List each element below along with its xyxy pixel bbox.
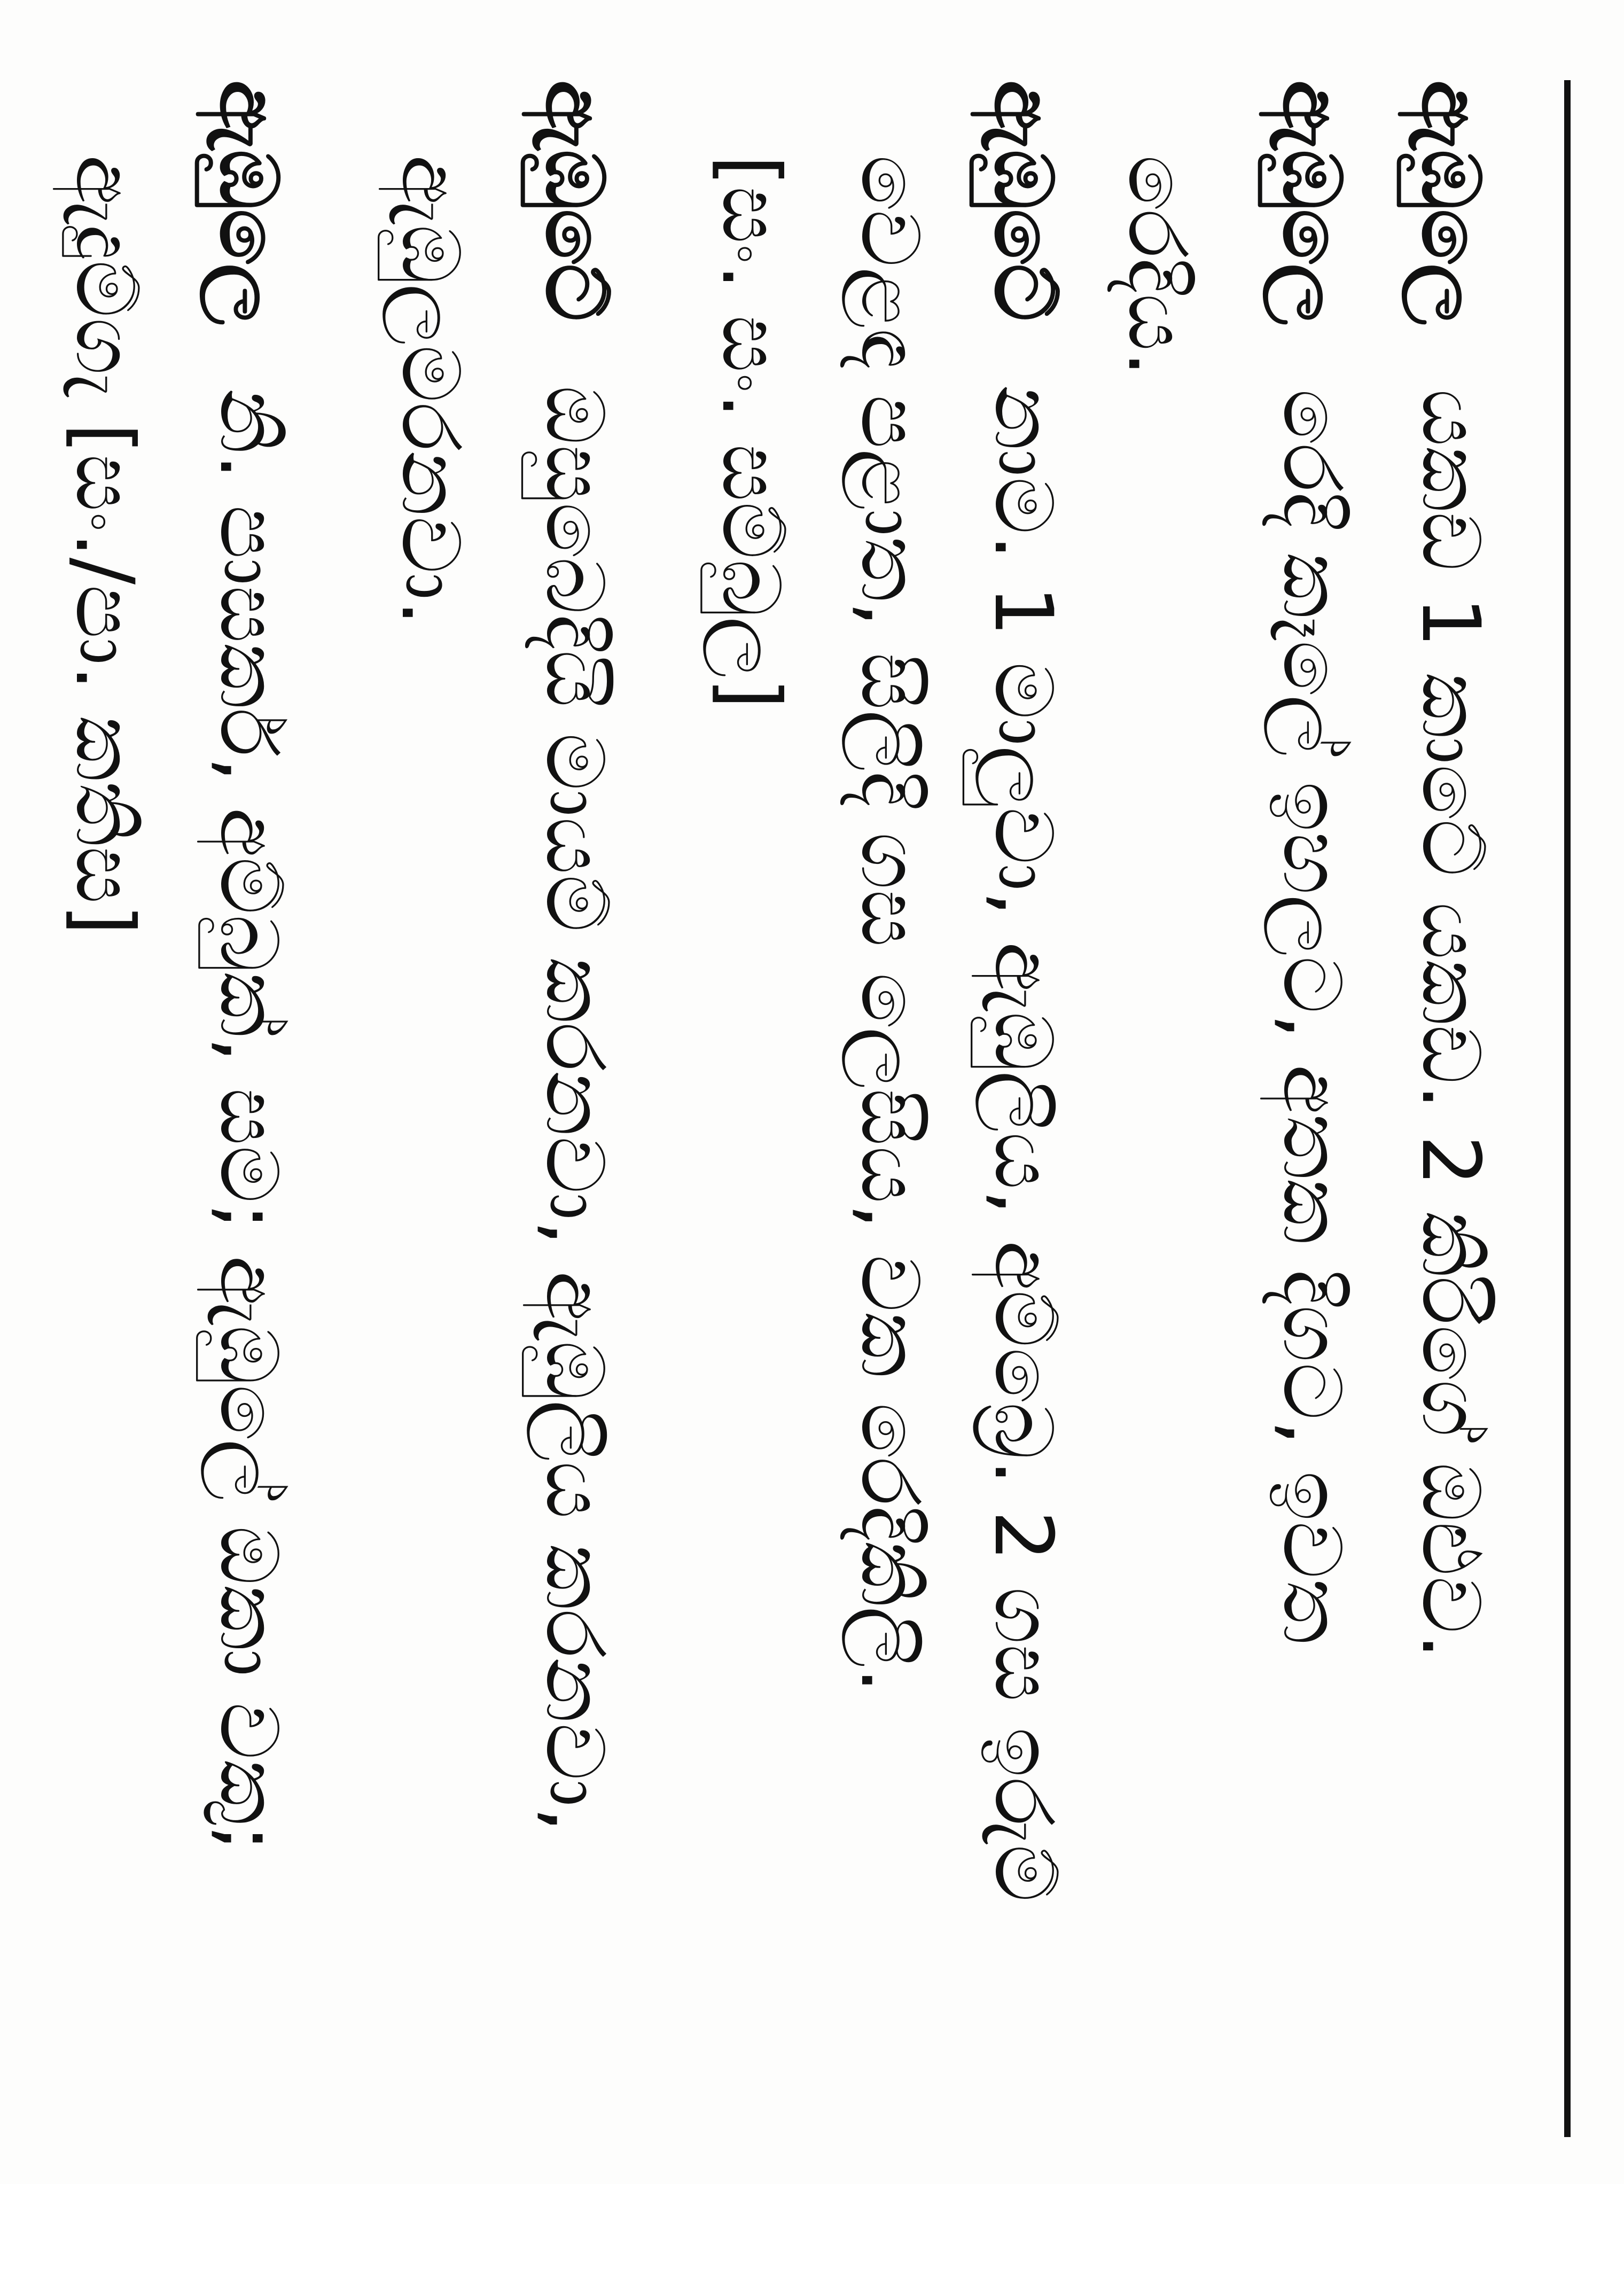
entry-2-gloss: රෙදි කෑලේ ඉහලට, අතක දිගට, ඉවත — [1265, 388, 1358, 1644]
entry-5-headword: ඇඹුලෙ — [202, 80, 295, 325]
entry-3-gloss: නාම. 1 මාලුවා, ඇඹුලිය, අම්බ්‍රෙ. 2 ගස ඉරුම් — [977, 385, 1069, 1903]
entry-2-continuation — [1110, 155, 1203, 2292]
entry-4-gloss: ඔසුබෙදියි මායම් කරනවා, ඇඹුලිය කරනවා, — [528, 385, 621, 1833]
entry-3-ref: [සං. සං. සම්බුල] — [704, 155, 797, 710]
entry-5-line — [202, 80, 295, 2217]
entry-3-reference — [704, 155, 797, 2292]
entry-1-line — [1404, 80, 1497, 2217]
column-divider-rule — [1564, 80, 1571, 2137]
entry-5-reference — [58, 155, 151, 2292]
entry-2-headword: ඇඹුලෙ — [1265, 80, 1358, 325]
entry-4-line — [528, 80, 621, 2217]
entry-3-headword: ඇඹුටේ — [977, 80, 1069, 322]
entry-4-continuation — [384, 155, 477, 2292]
entry-5-ref: ඇදුම්ගැ [සං./පා. කතිස] — [58, 155, 151, 935]
entry-3-line — [977, 80, 1069, 2217]
entry-3-gloss-cont: වෙළඳ පළාත, සිලිදි ගස ලෙසිය, වක රෙදිකිලි. — [843, 155, 936, 1693]
entry-1-headword: ඇඹුලෙ — [1404, 80, 1497, 325]
entry-1-gloss: යකඩ 1 කාටේ යකඩ. 2 කිරිගේ ඔළුව. — [1404, 388, 1497, 1659]
entry-4-headword: ඇඹුටේ — [528, 80, 621, 322]
entry-3-continuation — [843, 155, 936, 2292]
entry-2-line — [1265, 80, 1358, 2217]
entry-2-gloss-cont: රෙදිය. — [1110, 155, 1203, 377]
entry-5-gloss: නි. පාසකර්, අම්බුක්, සම; ඇඹුලේ ඔකා වකු; — [202, 388, 295, 1852]
entry-4-gloss-cont: ඇඹුලමරනවා. — [384, 155, 477, 626]
